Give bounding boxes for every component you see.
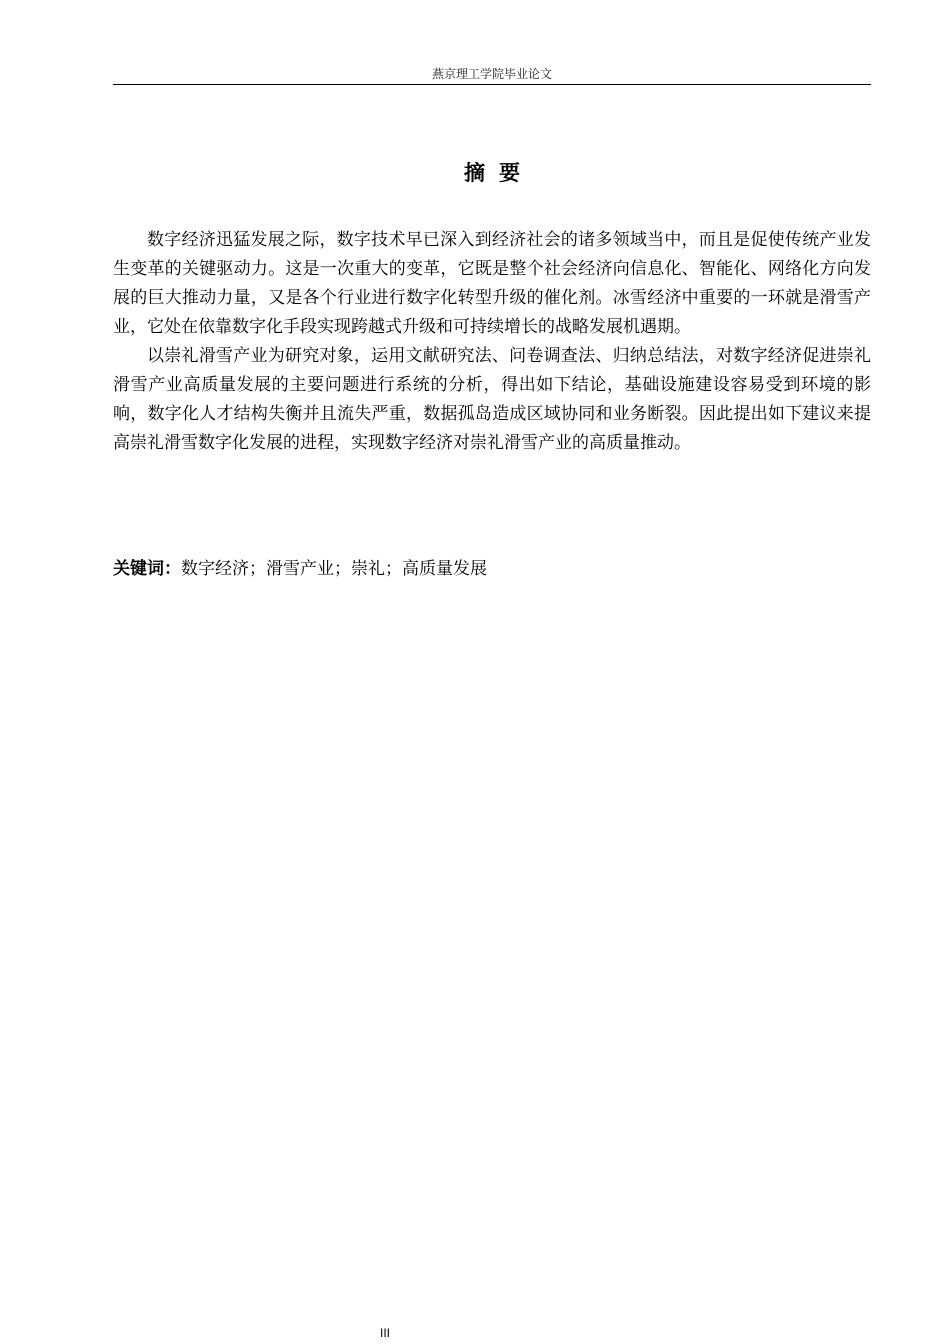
keywords-value: 数字经济；滑雪产业；崇礼；高质量发展 [181, 559, 487, 579]
page-number: III [379, 1326, 390, 1340]
keywords-line [113, 555, 871, 584]
abstract-paragraph-1: 数字经济迅猛发展之际，数字技术早已深入到经济社会的诸多领域当中，而且是促使传统产业发生变革的关键驱动力。这是一次重大的变革，它既是整个社会经济向信息化、智能化、网络化方向发展的巨大推动力量，又是各个行业进行数字化转型升级的催化剂。冰雪经济中重要的一环就是滑雪产业，它处在依靠数字化手段实现跨越式升级和可持续增长的战略发展机遇期。 [113, 230, 871, 337]
running-header: 燕京理工学院毕业论文 [431, 67, 552, 81]
abstract-body [113, 226, 871, 458]
header-rule [113, 84, 871, 85]
keywords-label: 关键词： [113, 559, 181, 579]
abstract-paragraph-2: 以崇礼滑雪产业为研究对象，运用文献研究法、问卷调查法、归纳总结法，对数字经济促进崇礼滑雪产业高质量发展的主要问题进行系统的分析，得出如下结论，基础设施建设容易受到环境的影响，数字化人才结构失衡并且流失严重，数据孤岛造成区域协同和业务断裂。因此提出如下建议来提高崇礼滑雪数字化发展的进程，实现数字经济对崇礼滑雪产业的高质量推动。 [113, 346, 871, 453]
abstract-title: 摘要 [464, 161, 534, 185]
